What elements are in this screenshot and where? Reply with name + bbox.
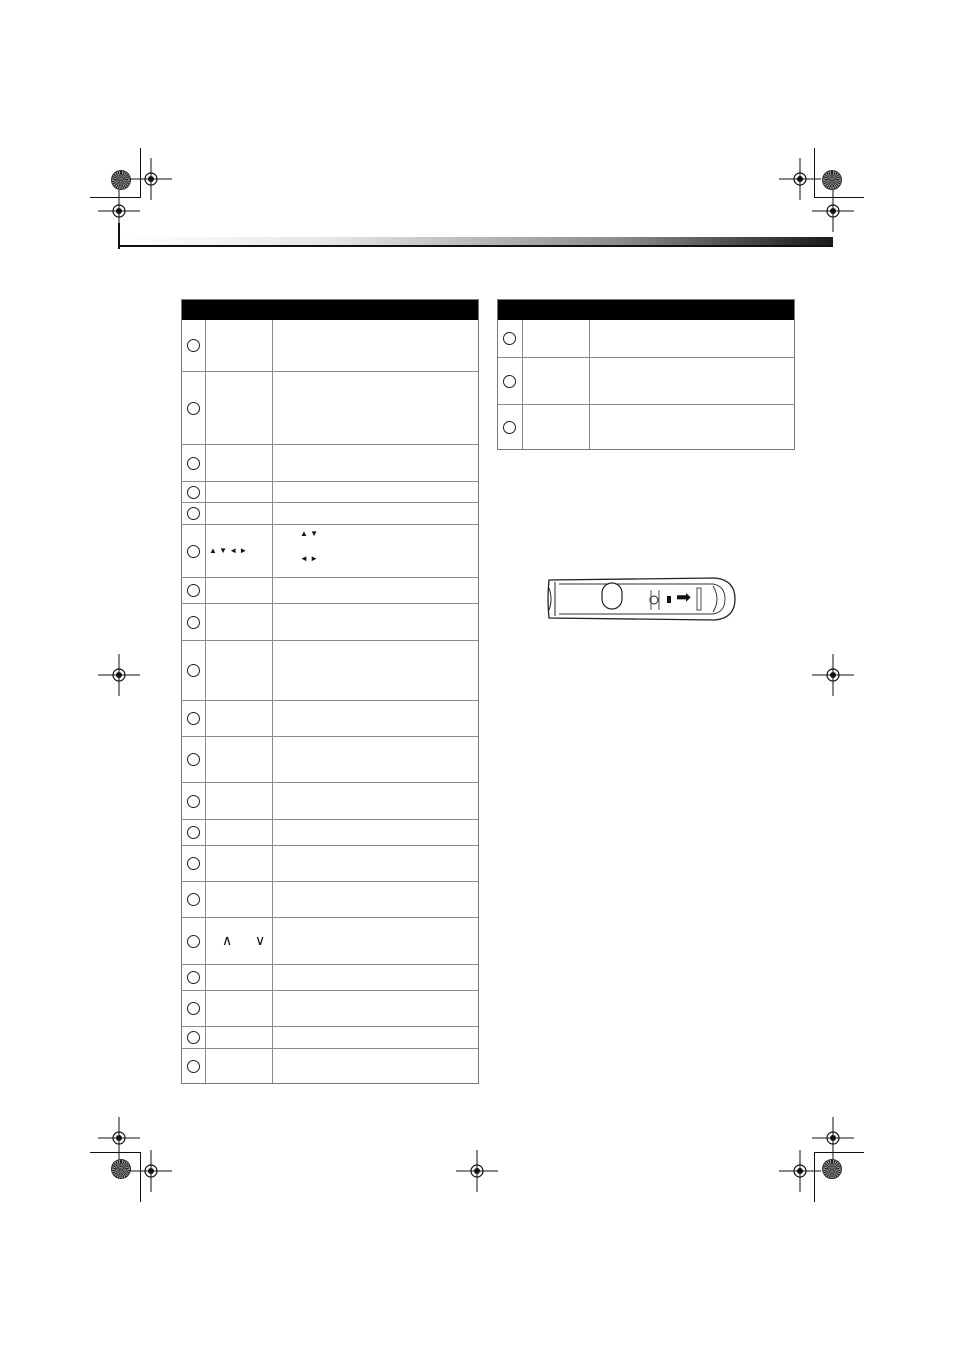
callout-number-circle [187, 753, 200, 766]
callout-number-circle [187, 795, 200, 808]
header-rule [118, 237, 833, 247]
callout-number-circle [187, 826, 200, 839]
registration-target-icon [812, 654, 854, 696]
callout-number-circle [187, 339, 200, 352]
table-row [182, 964, 478, 990]
callout-number-circle [187, 584, 200, 597]
registration-target-icon [130, 1150, 172, 1192]
callout-number-circle [187, 935, 200, 948]
callout-number-circle [187, 486, 200, 499]
table-row [182, 1026, 478, 1048]
table-row [498, 357, 794, 404]
channel-down-icon: ∨ [255, 932, 266, 948]
callout-number-circle [187, 402, 200, 415]
callout-number-circle [187, 457, 200, 470]
table-row [182, 524, 478, 577]
table-row [182, 640, 478, 700]
header-rule-line [118, 245, 833, 247]
arrow-buttons-symbols: ▲ ▼ ◄ ► [209, 546, 248, 555]
table-row [498, 404, 794, 450]
table-header [498, 300, 794, 320]
callout-number-circle [187, 507, 200, 520]
callout-number-circle [187, 1031, 200, 1044]
callout-number-circle [187, 664, 200, 677]
callout-number-circle [187, 893, 200, 906]
registration-target-icon [812, 190, 854, 232]
table-row [182, 371, 478, 444]
color-wheel-icon [822, 170, 842, 190]
channel-up-icon: ∧ [222, 932, 233, 948]
registration-target-icon [456, 1150, 498, 1192]
table-row [182, 481, 478, 502]
callout-number-circle [187, 1002, 200, 1015]
callout-number-circle [187, 712, 200, 725]
table-row [182, 603, 478, 640]
table-row [182, 819, 478, 845]
callout-number-circle [187, 857, 200, 870]
color-wheel-icon [822, 1159, 842, 1179]
callout-number-circle [187, 1060, 200, 1073]
header-rule-tick [118, 223, 120, 249]
left-right-arrow-symbols: ◄ ► [300, 554, 319, 563]
table-row [182, 502, 478, 524]
slide-arrow-icon: ➡ [676, 587, 692, 607]
table-row [182, 881, 478, 917]
table-row [182, 1048, 478, 1084]
registration-target-icon [779, 1150, 821, 1192]
table-row [182, 320, 478, 371]
registration-target-icon [98, 654, 140, 696]
callout-number-circle [503, 375, 516, 388]
callout-number-circle [503, 332, 516, 345]
table-row [182, 444, 478, 481]
table-row [182, 736, 478, 782]
callout-number-circle [187, 616, 200, 629]
table-row [182, 782, 478, 819]
left-remote-buttons-table [181, 299, 479, 1084]
callout-number-circle [503, 421, 516, 434]
callout-number-circle [187, 545, 200, 558]
color-wheel-icon [111, 1159, 131, 1179]
color-wheel-icon [111, 170, 131, 190]
table-row [182, 990, 478, 1026]
table-header [182, 300, 478, 320]
remote-battery-compartment-illustration [545, 574, 737, 624]
table-row [498, 320, 794, 357]
table-row [182, 577, 478, 603]
up-down-arrow-symbols: ▲ ▼ [300, 529, 319, 538]
table-row [182, 917, 478, 964]
callout-number-circle [187, 971, 200, 984]
table-row [182, 845, 478, 881]
table-row [182, 700, 478, 736]
right-remote-buttons-table [497, 299, 795, 450]
